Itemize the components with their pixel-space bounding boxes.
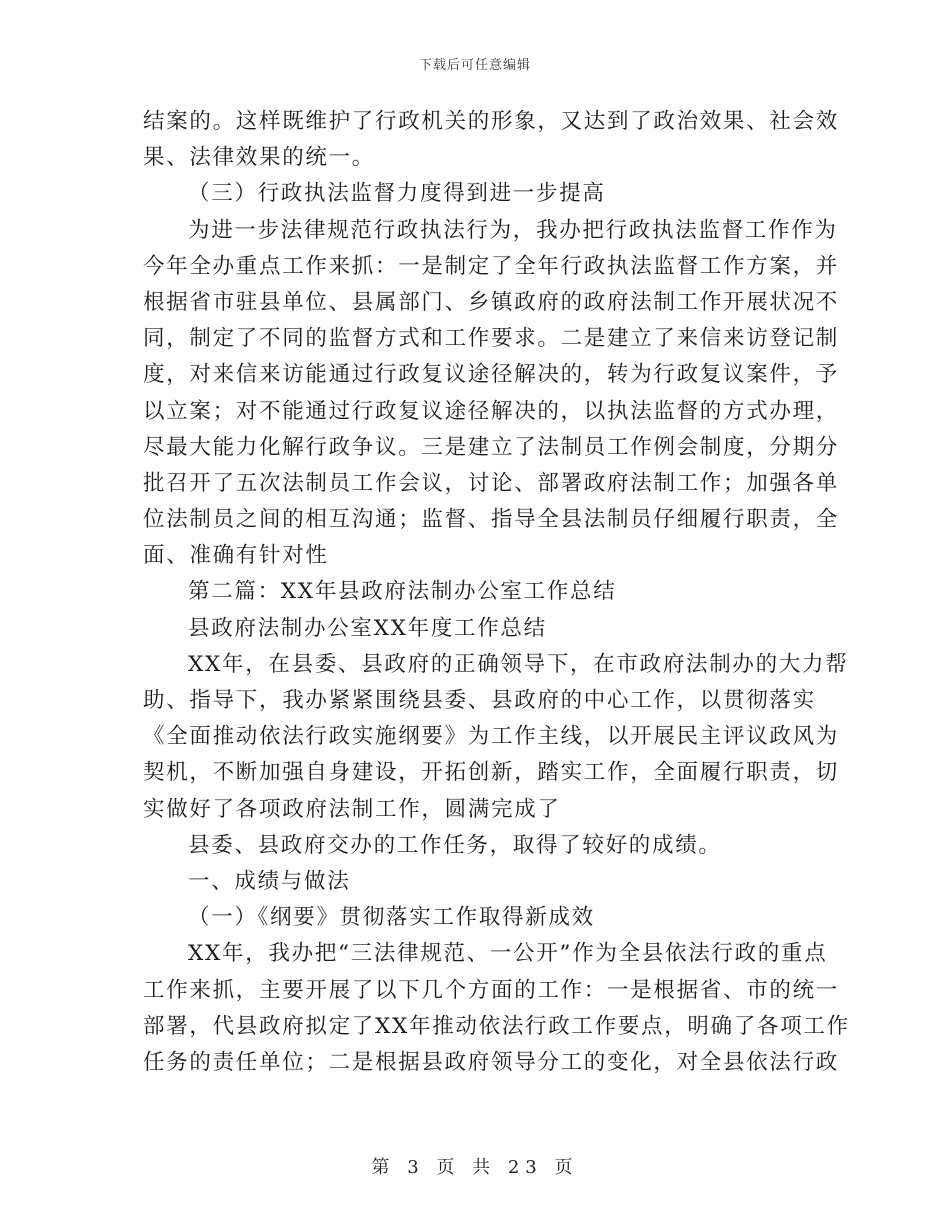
page-header: 下载后可任意编辑 — [418, 58, 531, 73]
paragraph-line: 果、法律效果的统一。 — [143, 145, 376, 171]
page-footer: 第 3 页 共 23 页 — [371, 1157, 579, 1178]
paragraph-line: 面、准确有针对性 — [143, 543, 329, 569]
paragraph-line: 度，对来信来访能通过行政复议途径解决的，转为行政复议案件，予 — [143, 362, 840, 388]
paragraph-line: 根据省市驻县单位、县属部门、乡镇政府的政府法制工作开展状况不 — [143, 289, 840, 315]
paragraph-line: 结案的。这样既维护了行政机关的形象，又达到了政治效果、社会效 — [143, 109, 840, 134]
paragraph-line: 以立案；对不能通过行政复议途径解决的，以执法监督的方式办理， — [143, 398, 840, 424]
paragraph-line: 县委、县政府交办的工作任务，取得了较好的成绩。 — [188, 832, 722, 858]
paragraph-line: 任务的责任单位；二是根据县政府领导分工的变化，对全县依法行政 — [143, 1049, 840, 1075]
document-body — [143, 104, 850, 1081]
paragraph-line: 位法制员之间的相互沟通；监督、指导全县法制员仔细履行职责，全 — [143, 507, 840, 533]
paragraph-line: 《全面推动依法行政实施纲要》为工作主线，以开展民主评议政风为 — [143, 724, 840, 750]
paragraph-line: XX年，在县委、县政府的正确领导下，在市政府法制办的大力帮 — [188, 651, 849, 677]
section-heading: 一、成绩与做法 — [188, 868, 351, 894]
section-heading: （三）行政执法监督力度得到进一步提高 — [188, 181, 606, 207]
paragraph-line: 为进一步法律规范行政执法行为，我办把行政执法监督工作作为 — [188, 217, 838, 243]
paragraph-line: 工作来抓，主要开展了以下几个方面的工作：一是根据省、市的统一 — [143, 977, 840, 1003]
paragraph-line: 今年全办重点工作来抓：一是制定了全年行政执法监督工作方案，并 — [143, 253, 840, 279]
paragraph-line: 批召开了五次法制员工作会议，讨论、部署政府法制工作；加强各单 — [143, 470, 840, 496]
paragraph-line: 助、指导下，我办紧紧围绕县委、县政府的中心工作，以贯彻落实 — [143, 688, 816, 713]
paragraph-line: 契机，不断加强自身建设，开拓创新，踏实工作，全面履行职责，切 — [143, 760, 840, 786]
subsection-heading: （一）《纲要》贯彻落实工作取得新成效 — [188, 905, 595, 931]
paragraph-line: XX年，我办把“三法律规范、一公开”作为全县依法行政的重点 — [188, 941, 828, 967]
paragraph-line: 部署，代县政府拟定了XX年推动依法行政工作要点，明确了各项工作 — [143, 1013, 850, 1039]
document-title: 县政府法制办公室XX年度工作总结 — [188, 615, 547, 641]
paragraph-line: 实做好了各项政府法制工作，圆满完成了 — [143, 796, 561, 822]
paragraph-line: 同，制定了不同的监督方式和工作要求。二是建立了来信来访登记制 — [143, 326, 840, 352]
paragraph-line: 尽最大能力化解行政争议。三是建立了法制员工作例会制度，分期分 — [143, 434, 840, 460]
chapter-heading: 第二篇：XX年县政府法制办公室工作总结 — [188, 579, 617, 605]
